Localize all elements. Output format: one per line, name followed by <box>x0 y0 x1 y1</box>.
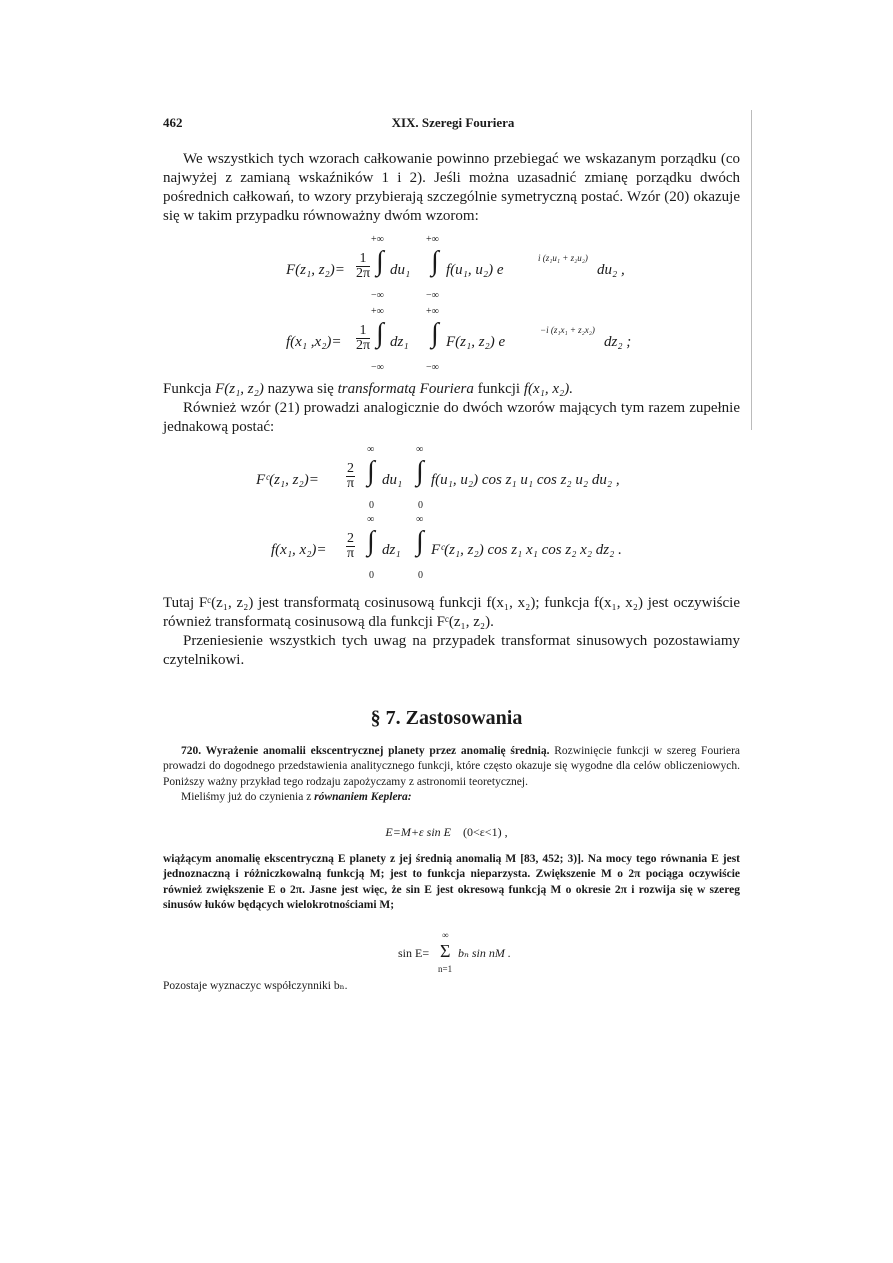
eq1-lhs: F(z₁, z₂)= <box>286 262 345 278</box>
text-run: nazywa się <box>263 381 338 397</box>
eq1-upper-limit-1: +∞ <box>371 234 384 245</box>
eq2-lower-limit-2: −∞ <box>426 362 439 373</box>
eq1-integral-2: ∫ <box>431 246 439 277</box>
eq3-den: π <box>346 476 355 491</box>
kepler-equation-name: równaniem Keplera: <box>314 790 412 803</box>
eq3-upper-limit-2: ∞ <box>416 444 424 455</box>
eq4-lower-limit-2: 0 <box>418 570 423 581</box>
kepler-condition: (0<ε<1) , <box>463 825 508 839</box>
eq4-fraction <box>346 532 355 561</box>
eq4-upper-limit-1: ∞ <box>367 514 375 525</box>
item-720-paragraph <box>163 744 740 790</box>
paragraph-cosine-note <box>163 594 740 670</box>
sum-upper: ∞ <box>442 930 449 940</box>
eq2-integral-1: ∫ <box>376 318 384 349</box>
eq1-lower-limit-1: −∞ <box>371 290 384 301</box>
eq3-lhs: Fᶜ(z₁, z₂)= <box>256 472 319 488</box>
eq3-lower-limit-1: 0 <box>369 500 374 511</box>
chapter-title: XIX. Szeregi Fouriera <box>391 115 515 130</box>
eq2-lower-limit-1: −∞ <box>371 362 384 373</box>
eq1-tail: du₂ , <box>597 262 625 278</box>
eq1-upper-limit-2: +∞ <box>426 234 439 245</box>
eq2-num: 1 <box>356 324 370 339</box>
term-transformata: transformatą Fouriera <box>337 381 474 397</box>
eq2-exponent: −i (z₁x₁ + z₂x₂) <box>540 325 595 335</box>
eq4-integral-2: ∫ <box>416 526 424 557</box>
eq1-exponent: i (z₁u₁ + z₂u₂) <box>538 253 588 263</box>
eq4-lower-limit-1: 0 <box>369 570 374 581</box>
sum-sigma: Σ <box>440 941 451 961</box>
eq3-fraction <box>346 462 355 491</box>
page-number: 462 <box>163 115 183 130</box>
eq3-lower-limit-2: 0 <box>418 500 423 511</box>
eq1-num: 1 <box>356 252 370 267</box>
paragraph-formula-21: Również wzór (21) prowadzi analogicznie do dwóch wzorów mających tym razem zupełnie jednakową postać: <box>163 400 740 435</box>
eq2-upper-limit-1: +∞ <box>371 306 384 317</box>
eq1-fraction <box>356 252 370 281</box>
paragraph-anomaly: wiążącym anomalię ekscentryczną E planety z jej średnią anomalią M [83, 452; 3)]. Na mocy tego równania E jest jednoznaczną i różniczkowalną funkcją M; jest to funkcja nieparzysta. Zwiększenie M o 2π pociąga oczywiście również zwiększenie E o 2π. Jasne jest więc, że sin E jest okresową funkcją M o okresie 2π i rozwija się w szereg sinusów łuków będących wielokrotnościami M; <box>163 853 740 911</box>
section-heading: § 7. Zastosowania <box>370 707 523 729</box>
eq2-upper-limit-2: +∞ <box>426 306 439 317</box>
eq4-integral-1: ∫ <box>367 526 375 557</box>
eq2-integrand: F(z₁, z₂) e <box>446 334 506 350</box>
eq1-integral-1: ∫ <box>376 246 384 277</box>
eq4-integrand: Fᶜ(z₁, z₂) cos z₁ x₁ cos z₂ x₂ dz₂ . <box>431 542 622 558</box>
kepler-intro-text: Mieliśmy już do czynienia z <box>181 790 315 803</box>
sum-lhs: sin E= <box>398 946 430 960</box>
cosine-transform-remark: Tutaj Fᶜ(z₁, z₂) jest transformatą cosinusową funkcji f(x₁, x₂); funkcja f(x₁, x₂) jest oczywiście również transformatą cosinusową dla funkcji Fᶜ(z₁, z₂). <box>163 595 740 630</box>
eq4-den: π <box>346 546 355 561</box>
eq2-integral-2: ∫ <box>431 318 439 349</box>
paragraph-transform-definition <box>163 380 740 437</box>
eq4-upper-limit-2: ∞ <box>416 514 424 525</box>
text-run: Funkcja <box>163 381 216 397</box>
eq3-num: 2 <box>347 461 354 476</box>
final-sentence: Pozostaje wyznaczyc współczynniki bₙ. <box>163 980 348 992</box>
eq4-dz1: dz₁ <box>382 542 401 558</box>
scan-edge-line <box>751 110 752 430</box>
item-720 <box>163 744 740 805</box>
eq3-du1: du₁ <box>382 472 403 488</box>
sum-body: bₙ sin nM . <box>458 946 511 960</box>
kepler-equation-body: E=M+ε sin E <box>385 825 451 839</box>
text-run: funkcji <box>473 381 524 397</box>
math-run: F(z₁, z₂) <box>215 381 264 397</box>
transform-definition-line <box>163 380 740 399</box>
kepler-intro-line <box>163 790 740 805</box>
eq3-upper-limit-1: ∞ <box>367 444 375 455</box>
item-720-title: 720. Wyrażenie anomalii ekscentrycznej planety przez anomalię średnią. <box>181 745 550 757</box>
sine-transform-remark: Przeniesienie wszystkich tych uwag na przypadek transformat sinusowych pozostawiamy czytelnikowi. <box>163 633 740 668</box>
eq4-num: 2 <box>347 531 354 546</box>
eq3-integral-1: ∫ <box>367 456 375 487</box>
eq2-tail: dz₂ ; <box>604 334 632 350</box>
eq2-den: 2π <box>356 338 371 353</box>
page-header <box>163 115 743 135</box>
math-run: f(x₁, x₂). <box>523 381 573 397</box>
eq1-du1: du₁ <box>390 262 411 278</box>
kepler-equation <box>0 825 893 840</box>
eq3-integrand: f(u₁, u₂) cos z₁ u₁ cos z₂ u₂ du₂ , <box>431 472 620 488</box>
eq4-lhs: f(x₁, x₂)= <box>271 542 327 558</box>
eq3-integral-2: ∫ <box>416 456 424 487</box>
item-720-text: Rozwinięcie funkcji w szereg Fouriera prowadzi do dogodnego przedstawienia analitycznego funkcji, które często okazuje się wygodne dla celów obliczeniowych. Poniższy ważny przykład tego rodzaju zapożyczamy z astronomii teoretycznej. <box>163 745 741 788</box>
paragraph-intro: We wszystkich tych wzorach całkowanie powinno przebiegać we wskazanym porządku (co najwyżej z zamianą wskaźników 1 i 2). Jeśli można uzasadnić zmianę porządku dwóch pośrednich całkowań, to wzory przybierają szczególnie symetryczną postać. Wzór (20) okazuje się w takim przypadku równoważny dwóm wzorom: <box>163 151 740 224</box>
eq1-den: 2π <box>356 266 371 281</box>
eq1-lower-limit-2: −∞ <box>426 290 439 301</box>
eq1-integrand: f(u₁, u₂) e <box>446 262 504 278</box>
eq2-fraction <box>356 324 370 353</box>
eq2-lhs: f(x₁ ,x₂)= <box>286 334 342 350</box>
sum-lower: n=1 <box>438 964 453 974</box>
eq2-dz1: dz₁ <box>390 334 409 350</box>
